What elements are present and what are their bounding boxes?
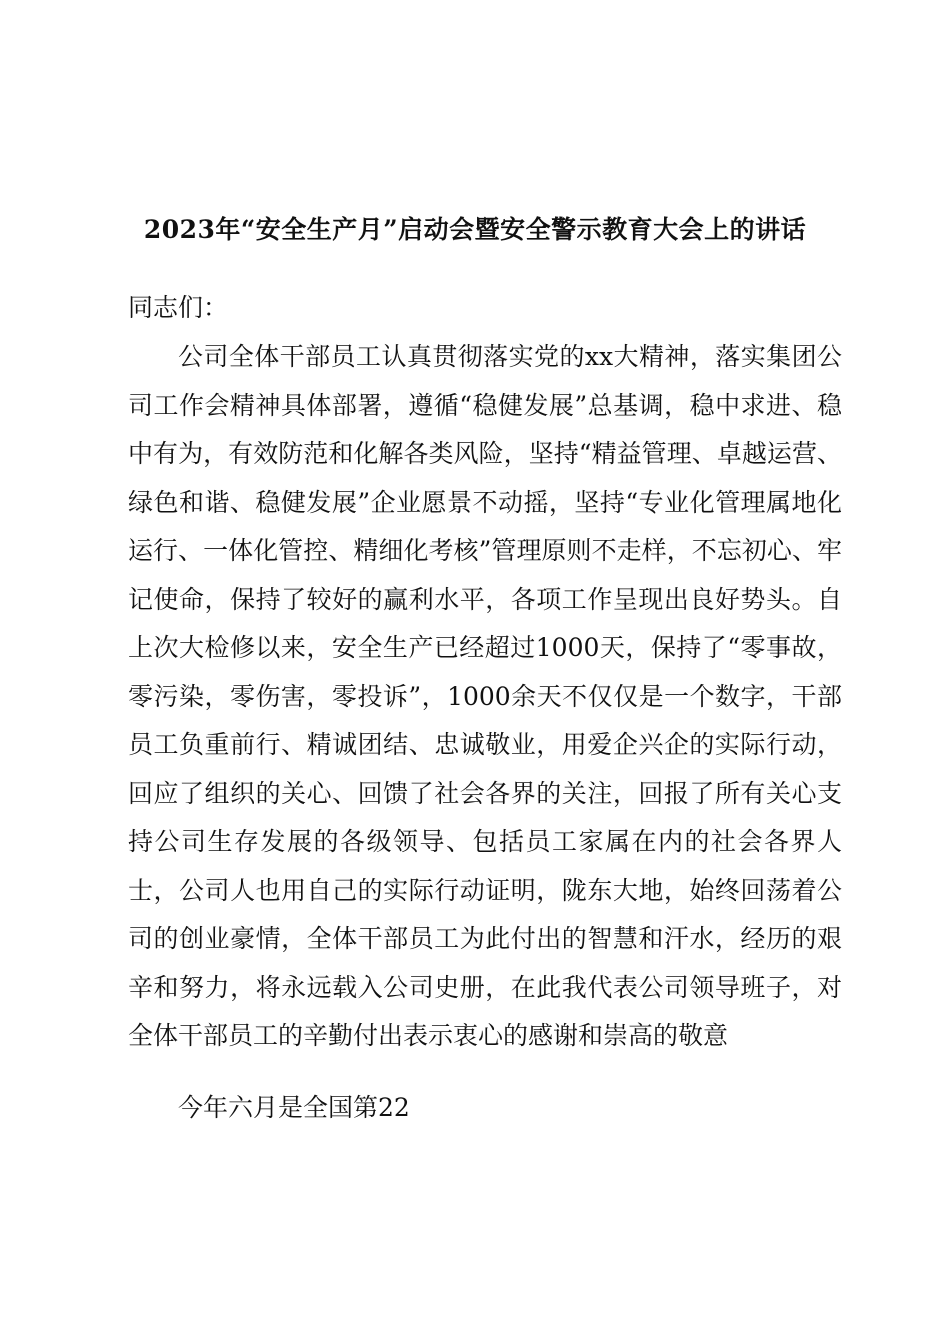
document-title: 2023年“安全生产月”启动会暨安全警示教育大会上的讲话 [143, 215, 807, 244]
salutation: 同志们： [128, 293, 229, 322]
body-paragraph-1: 公司全体干部员工认真贯彻落实党的xx大精神，落实集团公司工作会精神具体部署，遵循“稳健发展”总基调，稳中求进、稳中有为，有效防范和化解各类风险，坚持“精益管理、卓越运营、绿色和谐、稳健发展”企业愿景不动摇，坚持“专业化管理属地化运行、一体化管控、精细化考核”管理原则不走样，不忘初心、牢记使命，保持了较好的赢利水平，各项工作呈现出良好势头。自上次大检修以来，安全生产已经超过1000天，保持了“零事故，零污染，零伤害，零投诉”，1000余天不仅仅是一个数字，干部员工负重前行、精诚团结、忠诚敬业，用爱企兴企的实际行动，回应了组织的关心、回馈了社会各界的关注，回报了所有关心支持公司生存发展的各级领导、包括员工家属在内的社会各界人士，公司人也用自己的实际行动证明，陇东大地，始终回荡着公司的创业豪情，全体干部员工为此付出的智慧和汗水，经历的艰辛和努力，将永远载入公司史册，在此我代表公司领导班子，对全体干部员工的辛勤付出表示衷心的感谢和崇高的敬意 [128, 342, 842, 1050]
body-paragraph-2: 今年六月是全国第22 [178, 1093, 410, 1122]
